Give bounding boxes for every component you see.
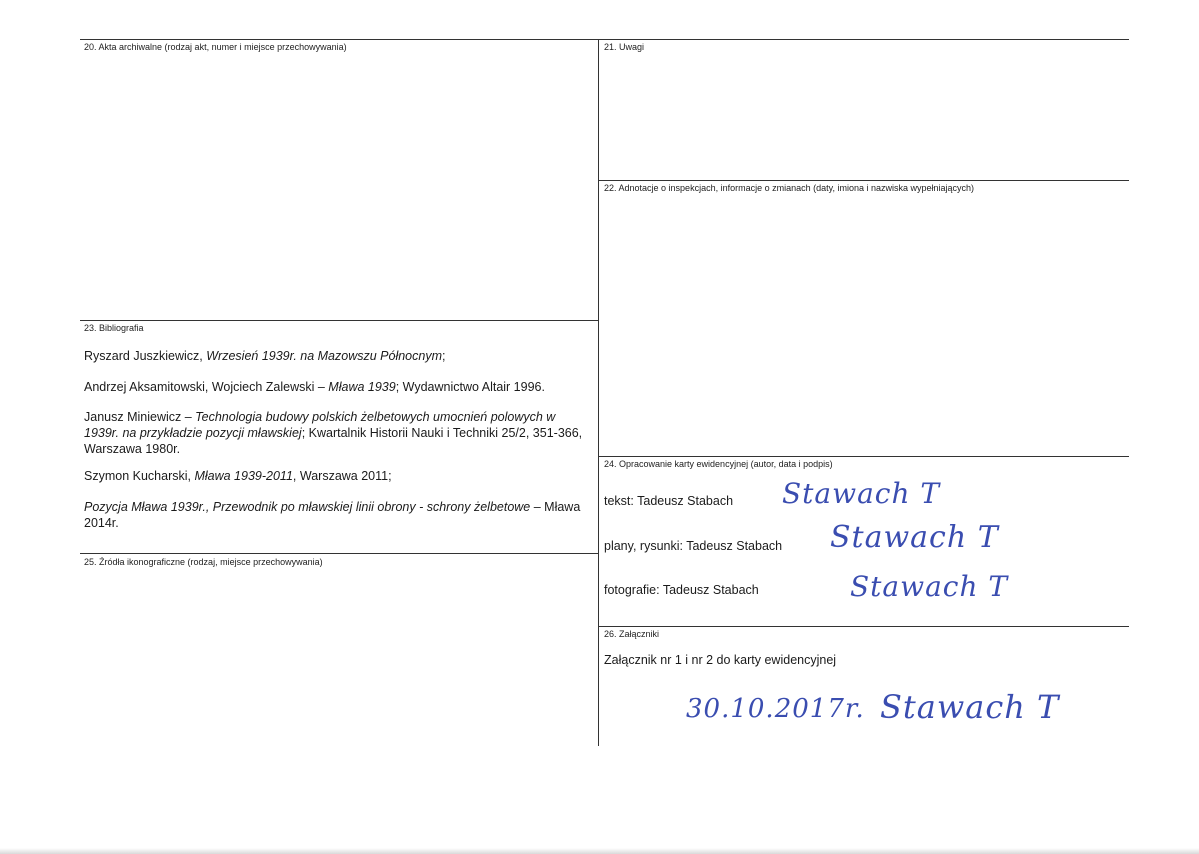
- handwritten-date: 30.10.2017r.: [686, 694, 865, 724]
- rule-25: [80, 553, 599, 554]
- signature: Stawach T: [830, 520, 999, 555]
- bibliography-entry: Andrzej Aksamitowski, Wojciech Zalewski – Mława 1939; Wydawnictwo Altair 1996.: [84, 380, 545, 394]
- author-photos-row: fotografie: Tadeusz Stabach: [604, 583, 759, 597]
- bibliography-entry: Szymon Kucharski, Mława 1939-2011, Warszawa 2011;: [84, 469, 392, 483]
- section-22-label: 22. Adnotacje o inspekcjach, informacje o zmianach (daty, imiona i nazwiska wypełniających): [604, 183, 975, 193]
- top-rule: [80, 39, 1129, 40]
- signature: Stawach T: [782, 477, 941, 510]
- section-20-label: 20. Akta archiwalne (rodzaj akt, numer i miejsce przechowywania): [84, 42, 347, 52]
- bibliography-entry: Janusz Miniewicz – Technologia budowy polskich żelbetowych umocnień polowych w 1939r. na przykładzie pozycji mławskiej; Kwartalnik Historii Nauki i Techniki 25/2, 351-366, Warszawa 1980r.: [84, 410, 583, 456]
- bibliography-entry: Pozycja Mława 1939r., Przewodnik po mławskiej linii obrony - schrony żelbetowe – Mława 2014r.: [84, 500, 581, 530]
- rule-22: [599, 180, 1129, 181]
- rule-23: [80, 320, 599, 321]
- section-26-label: 26. Załączniki: [604, 629, 660, 639]
- signature: Stawach T: [880, 688, 1060, 726]
- section-24-label: 24. Opracowanie karty ewidencyjnej (autor, data i podpis): [604, 459, 833, 469]
- author-plans-row: plany, rysunki: Tadeusz Stabach: [604, 539, 783, 553]
- rule-24: [599, 456, 1129, 457]
- scan-edge-shadow: [0, 848, 1199, 854]
- section-25-label: 25. Źródła ikonograficzne (rodzaj, miejsce przechowywania): [84, 557, 323, 567]
- center-divider: [598, 39, 599, 746]
- author-text-row: tekst: Tadeusz Stabach: [604, 494, 734, 508]
- section-21-label: 21. Uwagi: [604, 42, 645, 52]
- attachments-text: Załącznik nr 1 i nr 2 do karty ewidencyjnej: [604, 653, 837, 667]
- bibliography-entry: Ryszard Juszkiewicz, Wrzesień 1939r. na Mazowszu Północnym;: [84, 349, 446, 363]
- signature: Stawach T: [850, 570, 1009, 603]
- rule-26: [599, 626, 1129, 627]
- section-23-label: 23. Bibliografia: [84, 323, 144, 333]
